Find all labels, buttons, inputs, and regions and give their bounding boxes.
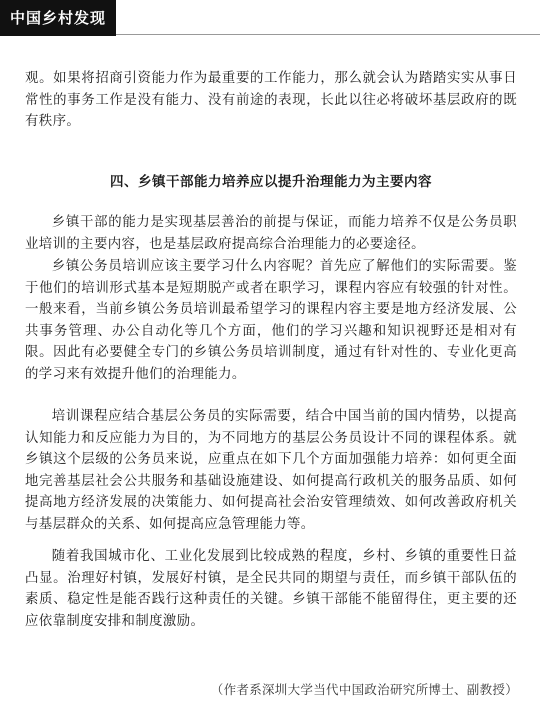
header-rule: [116, 34, 540, 35]
section-label: 中国乡村发现: [0, 0, 116, 36]
intro-paragraph: 观。如果将招商引资能力作为最重要的工作能力，那么就会认为踏踏实实从事日常性的事务工作是没有能力、没有前途的表现，长此以往必将破坏基层政府的既有秩序。: [25, 71, 517, 130]
section-heading: 四、乡镇干部能力培养应以提升治理能力为主要内容: [110, 174, 432, 190]
body-paragraph-4: 随着我国城市化、工业化发展到比较成熟的程度，乡村、乡镇的重要性日益凸显。治理好村镇，发展好村镇，是全民共同的期望与责任，而乡镇干部队伍的素质、稳定性是能否践行这种责任的关键。乡镇干部能不能留得住，更主要的还应依靠制度安排和制度激励。: [25, 549, 517, 629]
body-paragraph-1: 乡镇干部的能力是实现基层善治的前提与保证，而能力培养不仅是公务员职业培训的主要内容，也是基层政府提高综合治理能力的必要途径。: [25, 215, 517, 252]
author-note: （作者系深圳大学当代中国政治研究所博士、副教授）: [210, 682, 518, 697]
page-header: [0, 0, 540, 36]
body-paragraph-2: 乡镇公务员培训应该主要学习什么内容呢？首先应了解他们的实际需要。鉴于他们的培训形式基本是短期脱产或者在职学习，课程内容应有较强的针对性。一般来看，当前乡镇公务员培训最希望学习的课程内容主要是地方经济发展、公共事务管理、办公自动化等几个方面，他们的学习兴趣和知识视野还是相对有限。因此有必要健全专门的乡镇公务员培训制度，通过有针对性的、专业化更高的学习来有效提升他们的治理能力。: [25, 259, 517, 382]
body-paragraph-3: 培训课程应结合基层公务员的实际需要，结合中国当前的国内情势，以提高认知能力和反应能力为目的，为不同地方的基层公务员设计不同的课程体系。就乡镇这个层级的公务员来说，应重点在如下几个方面加强能力培养：如何更全面地完善基层社会公共服务和基础设施建设、如何提高行政机关的服务品质、如何提高地方经济发展的决策能力、如何提高社会治安管理绩效、如何改善政府机关与基层群众的关系、如何提高应急管理能力等。: [25, 409, 517, 532]
